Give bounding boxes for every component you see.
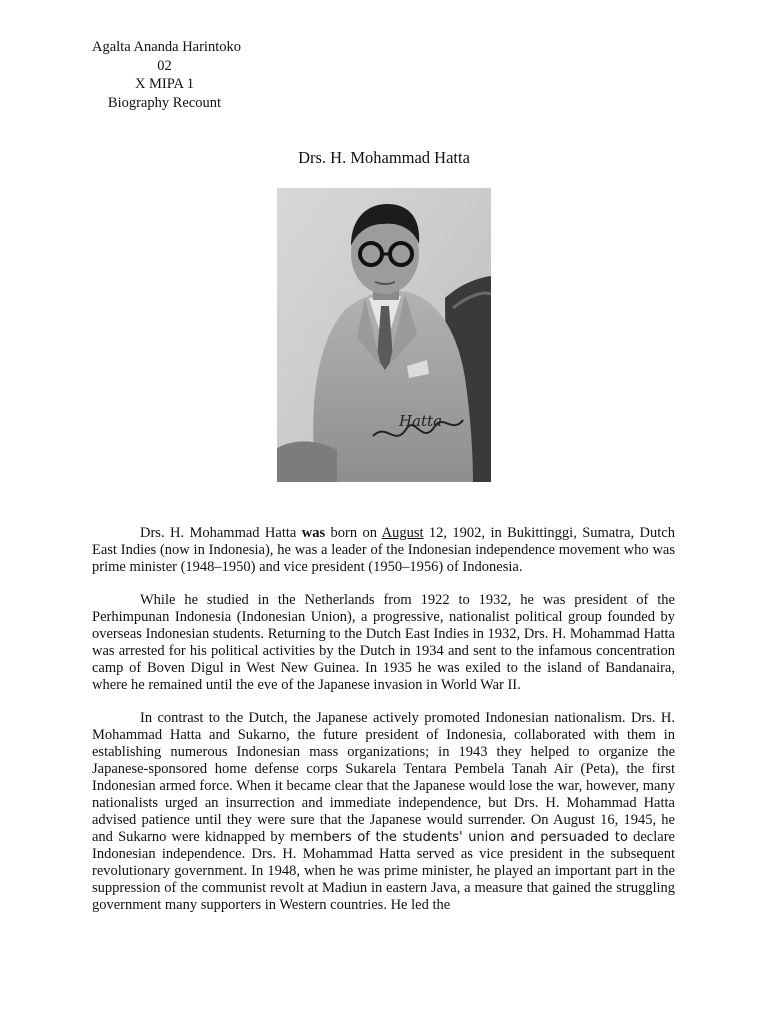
page-title: Drs. H. Mohammad Hatta — [298, 148, 470, 167]
portrait-photo — [277, 188, 491, 482]
portrait-illustration — [277, 188, 491, 482]
p3-text-c: declare Indonesian independence. Drs. H. Mohammad Hatta served as vice president in the subsequent revolutionary government. In 1948, when he was prime minister, he played an important part in the suppression of the communist revolt at Madiun in eastern Java, a measure that gained the struggling government many supporters in Western countries. He led the — [92, 829, 675, 913]
paragraph-3 — [92, 710, 675, 914]
paragraph-2: While he studied in the Netherlands from 1922 to 1932, he was president of the Perhimpunan Indonesia (Indonesian Union), a progressive, nationalist political group founded by overseas Indonesian students. Returning to the Dutch East Indies in 1932, Drs. H. Mohammad Hatta was arrested for his political activities by the Dutch in 1934 and sent to the infamous concentration camp of Boven Digul in West New Guinea. In 1935 he was exiled to the island of Bandanaira, where he remained until the eve of the Japanese invasion in World War II. — [92, 592, 675, 693]
student-name: Agalta Ananda Harintoko — [92, 39, 241, 55]
student-number: 02 — [157, 57, 172, 74]
biography-body — [92, 525, 675, 914]
text-type: Biography Recount — [107, 94, 222, 111]
paragraph-1 — [92, 525, 675, 576]
p3-text-a: In contrast to the Dutch, the Japanese actively promoted Indonesian nationalism. Drs. H. Mohammad Hatta and Sukarno, the future president of Indonesia, collaborated with them in establishing numerous Indonesian mass organizations; in 1943 they helped to organize the Japanese-sponsored home defense corps Sukarela Tentara Pembela Tanah Air (Peta), the first Indonesian armed force. When it became clear that the Japanese would lose the war, however, many nationalists urged an insurrection and immediate independence, but Drs. H. Mohammad Hatta advised patience until they were sure that the Japanese would surrender. On August 16, 1945, he and Sukarno were kidnapped by — [92, 710, 675, 845]
p1-underlined-word: August — [381, 525, 424, 541]
p1-text-b: born on — [325, 525, 382, 541]
p3-sans-text: members of the students' union and persuaded to — [290, 830, 628, 845]
p1-text-a: Drs. H. Mohammad Hatta — [140, 525, 302, 541]
student-header — [92, 38, 241, 112]
p1-text-c: 12, 1902, in Bukittinggi, Sumatra, Dutch East Indies (now in Indonesia), he was a leader of the Indonesian independence movement who was prime minister (1948–1950) and vice president (1950–1956) of Indonesia. — [92, 525, 675, 575]
p1-bold-word: was — [301, 525, 326, 541]
student-class: X MIPA 1 — [134, 76, 195, 92]
portrait-signature: Hatta — [399, 412, 443, 430]
